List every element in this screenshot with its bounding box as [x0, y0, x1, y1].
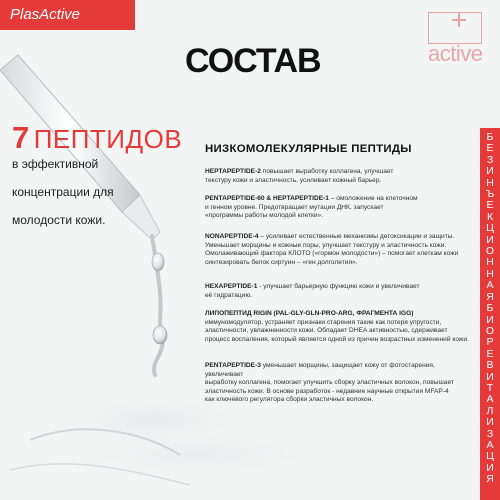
side-label-letter: Р	[486, 336, 494, 349]
peptide-entry	[205, 233, 475, 267]
side-label-letter: И	[486, 165, 494, 178]
peptide-entry	[205, 310, 475, 344]
side-label-letter: Ц	[486, 222, 494, 235]
headline-line: в эффективной	[12, 157, 99, 171]
peptide-text: эластичность кожи. В основе разработок - недавние научные открытия MFAP-4	[205, 387, 449, 395]
peptide-entry	[205, 168, 475, 185]
peptide-text: Омолаживающий фактора КЛОТО («гормон молодости») – помогает клеткам кожи	[205, 250, 459, 258]
peptide-text: - улучшает барьерную функцию кожи и увеличивает	[257, 283, 420, 290]
peptide-name: HEXAPEPTIDE-1	[205, 283, 258, 290]
side-label-letter: И	[486, 370, 494, 383]
peptide-text: – усиливает естественные механизмы детоксикации и защиты.	[258, 233, 455, 240]
peptide-text: уменьшает морщины, защищает кожу от фотостарения, увеличивает	[205, 362, 435, 378]
peptide-text: как ключевого регулятора сборки эластичных волокон.	[205, 396, 374, 404]
section-heading: НИЗКОМОЛЕКУЛЯРНЫЕ ПЕПТИДЫ	[205, 143, 412, 155]
side-label-letter: Я	[486, 473, 494, 486]
brand-label: PlasActive	[10, 6, 81, 23]
peptide-text: выработку коллагена, помогает улучшить сборку эластичных волокон, повышает	[205, 379, 454, 387]
side-label-letter: Е	[486, 347, 494, 360]
peptide-name: HEPTAPEPTIDE-2	[205, 168, 261, 175]
side-label-letter: Я	[486, 290, 494, 303]
headline-word: ПЕПТИДОВ	[33, 124, 183, 154]
side-label-letter: А	[486, 438, 494, 451]
side-label-letter: О	[485, 324, 495, 337]
brand-tag	[0, 0, 135, 30]
headline	[12, 120, 187, 156]
peptide-text: текстуру кожи и эластичность, усиливает кожный барьер.	[205, 176, 382, 184]
logo-word: active	[428, 41, 483, 66]
headline-number: 7	[12, 120, 30, 155]
side-label-letter: Е	[486, 142, 494, 155]
side-label-letter: Ц	[486, 450, 494, 463]
side-label-letter: И	[486, 416, 494, 429]
peptide-entry	[205, 362, 475, 405]
peptide-name: NONAPEPTIDE-4	[205, 233, 259, 240]
peptide-text: – омоложение на клеточном	[328, 195, 418, 202]
side-label-letter: Е	[486, 199, 494, 212]
side-label-letter: Н	[486, 267, 494, 280]
side-label-letter: В	[486, 359, 494, 372]
side-label-letter: Т	[486, 381, 494, 394]
side-label-letter: Н	[486, 256, 494, 269]
peptide-name: PENTAPEPTIDE-3	[205, 362, 261, 369]
side-banner	[480, 128, 500, 500]
side-label-letter: Б	[486, 302, 494, 315]
side-label-letter: И	[486, 313, 494, 326]
headline-line: молодости кожи.	[12, 213, 106, 227]
peptide-text: «программы работы молодой клетки».	[205, 212, 324, 220]
headline-line: концентрации для	[12, 185, 114, 199]
side-label-letter: Н	[486, 176, 494, 189]
peptide-name: PENTAPEPTIDE-60 & HEPTAPEPTIDE-1	[205, 195, 329, 202]
peptide-text: процесс воспаления, который является одной из причин возрастных изменений кожи.	[205, 335, 469, 343]
peptide-text: иммуномодулятор, устраняет признаки старения такие как потеря упругости,	[205, 318, 442, 326]
side-label-letter: О	[485, 245, 495, 258]
side-label-letter: А	[486, 279, 494, 292]
peptide-text: повышает выработку коллагена, улучшает	[260, 168, 394, 175]
side-label-letter: Б	[486, 131, 494, 143]
side-label-letter: К	[486, 210, 494, 223]
side-label-letter: А	[486, 393, 494, 406]
peptide-text: Уменьшает морщины и кожные поры, улучшает текстуру и эластичность кожи.	[205, 241, 447, 249]
side-label-letter: И	[486, 461, 494, 474]
page-title: СОСТАВ	[185, 42, 321, 80]
peptide-entry	[205, 195, 475, 221]
peptide-text: эластичности, увлажненности кожи. Обладает DHEA активностью, сдерживает	[205, 327, 448, 335]
active-logo	[428, 12, 482, 72]
peptide-entry	[205, 283, 475, 300]
side-label-letter: Ъ	[485, 188, 495, 201]
peptide-name: ЛИПОПЕПТИД RIGIN (PAL-GLY-GLN-PRO-ARG, ФРАГМЕНТА IGG)	[205, 310, 414, 317]
plus-icon	[428, 12, 482, 44]
peptide-text: синтезировать белок сиртуин – «ген долголетия».	[205, 258, 358, 266]
side-label-letter: И	[486, 233, 494, 246]
peptide-text: и генном уровне. Предотвращает мутации ДНК, запускает	[205, 203, 384, 211]
side-label	[480, 132, 500, 486]
side-label-letter: З	[486, 427, 494, 440]
side-label-letter: Л	[486, 404, 494, 417]
peptide-text: её гидратацию.	[205, 291, 253, 299]
side-label-letter: З	[486, 153, 494, 166]
